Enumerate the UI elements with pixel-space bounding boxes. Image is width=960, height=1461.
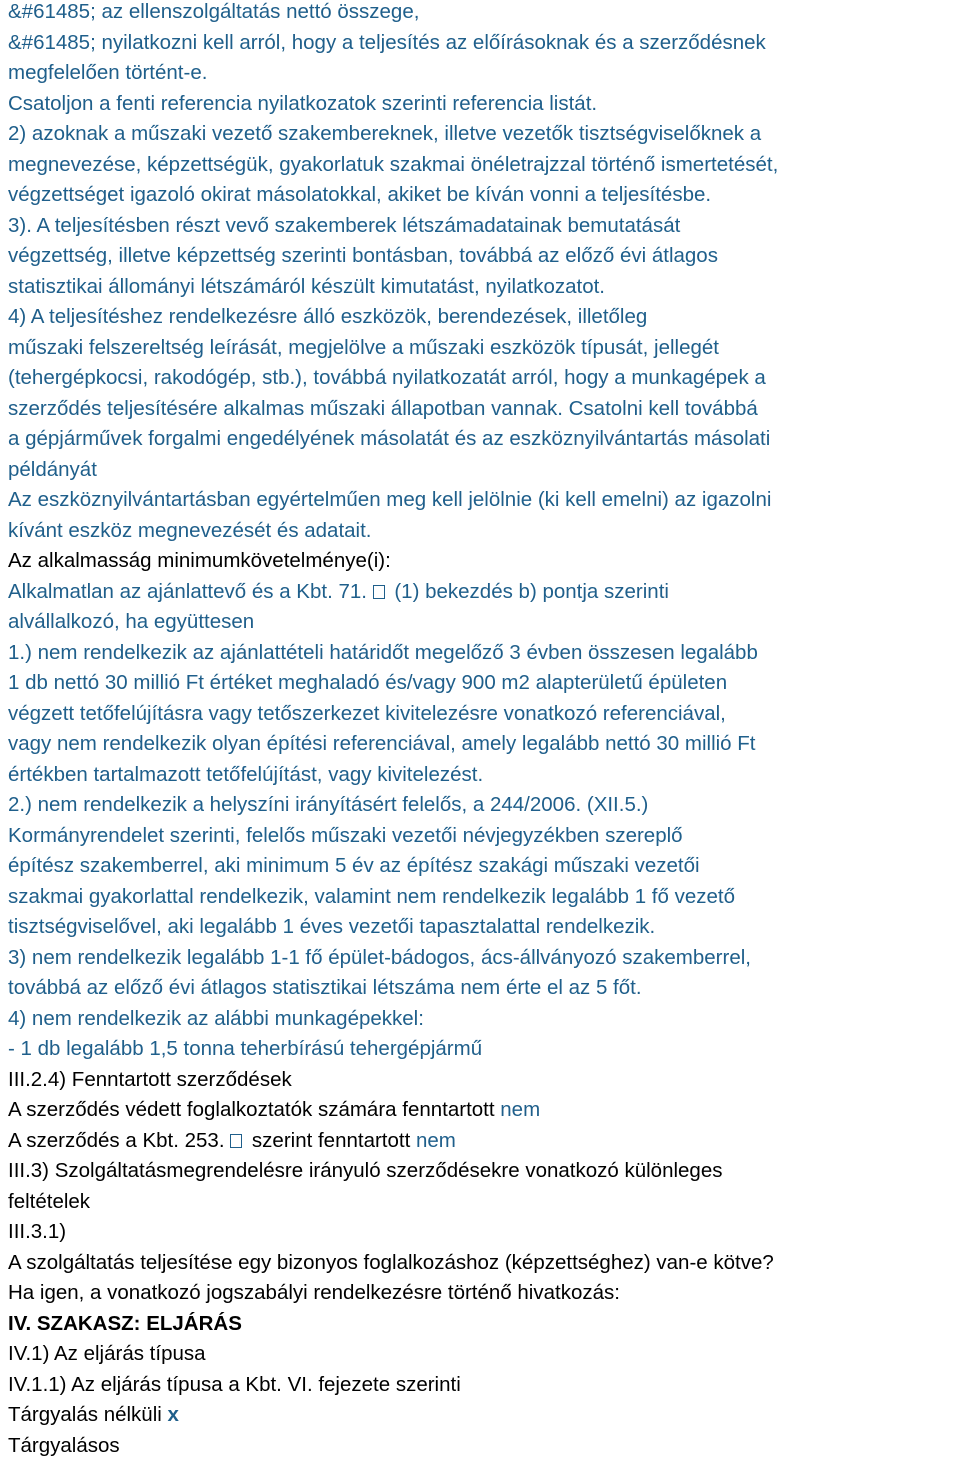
text-line <box>8 1156 958 1187</box>
text-line <box>8 241 958 272</box>
line-text: statisztikai állományi létszámáról készült kimutatást, nyilatkozatot. <box>8 275 605 298</box>
text-line <box>8 1278 958 1309</box>
answer-value: nem <box>500 1098 540 1121</box>
text-line <box>8 333 958 364</box>
line-text: 4) A teljesítéshez rendelkezésre álló eszközök, berendezések, illetőleg <box>8 305 647 328</box>
line-text: műszaki felszereltség leírását, megjelölve a műszaki eszközök típusát, jellegét <box>8 336 719 359</box>
text-line <box>8 699 958 730</box>
text-line <box>8 0 958 28</box>
line-text: értékben tartalmazott tetőfelújítást, vagy kivitelezést. <box>8 763 483 786</box>
text-line <box>8 272 958 303</box>
line-text: Ha igen, a vonatkozó jogszabályi rendelkezésre történő hivatkozás: <box>8 1281 620 1304</box>
line-text: építész szakemberrel, aki minimum 5 év az építész szakági műszaki vezetői <box>8 854 700 877</box>
line-text: &#61485; az ellenszolgáltatás nettó összege, <box>8 0 419 23</box>
line-text: 4) nem rendelkezik az alábbi munkagépekkel: <box>8 1007 424 1030</box>
text-line <box>8 1034 958 1065</box>
line-text: szerződés teljesítésére alkalmas műszaki állapotban vannak. Csatolni kell továbbá <box>8 397 758 420</box>
line-text: &#61485; nyilatkozni kell arról, hogy a teljesítés az előírásoknak és a szerződésnek <box>8 31 766 54</box>
line-text: III.3) Szolgáltatásmegrendelésre irányuló szerződésekre vonatkozó különleges <box>8 1159 722 1182</box>
line-text: Az alkalmasság minimumkövetelménye(i): <box>8 549 391 572</box>
line-text: Alkalmatlan az ajánlattevő és a Kbt. 71. <box>8 580 373 603</box>
line-text: A szolgáltatás teljesítése egy bizonyos foglalkozáshoz (képzettséghez) van-e kötve? <box>8 1251 774 1274</box>
line-text: feltételek <box>8 1190 90 1213</box>
line-text: Kormányrendelet szerinti, felelős műszaki vezetői névjegyzékben szereplő <box>8 824 683 847</box>
line-text: A szerződés védett foglalkoztatók számára fenntartott <box>8 1098 500 1121</box>
text-line <box>8 546 958 577</box>
text-line <box>8 1004 958 1035</box>
text-line <box>8 1370 958 1401</box>
line-text: IV. SZAKASZ: ELJÁRÁS <box>8 1312 242 1335</box>
text-line <box>8 1095 958 1126</box>
text-line <box>8 607 958 638</box>
line-text: a gépjárművek forgalmi engedélyének másolatát és az eszköznyilvántartás másolati <box>8 427 770 450</box>
text-line <box>8 760 958 791</box>
text-line <box>8 424 958 455</box>
text-line <box>8 455 958 486</box>
line-text: szakmai gyakorlattal rendelkezik, valamint nem rendelkezik legalább 1 fő vezető <box>8 885 735 908</box>
line-text: továbbá az előző évi átlagos statisztikai létszáma nem érte el az 5 főt. <box>8 976 642 999</box>
text-line <box>8 912 958 943</box>
line-text: Csatoljon a fenti referencia nyilatkozatok szerinti referencia listát. <box>8 92 597 115</box>
section-icon <box>230 1134 242 1148</box>
document-page <box>8 0 958 1461</box>
text-line <box>8 150 958 181</box>
text-line <box>8 485 958 516</box>
line-text-continued: (1) bekezdés b) pontja szerinti <box>389 580 669 603</box>
line-text: végzettség, illetve képzettség szerinti bontásban, továbbá az előző évi átlagos <box>8 244 718 267</box>
text-line <box>8 1400 958 1431</box>
line-text: 1 db nettó 30 millió Ft értéket meghaladó és/vagy 900 m2 alapterületű épületen <box>8 671 727 694</box>
line-text: Tárgyalás nélküli <box>8 1403 168 1426</box>
line-text: IV.1) Az eljárás típusa <box>8 1342 206 1365</box>
text-line <box>8 1065 958 1096</box>
line-text: 2.) nem rendelkezik a helyszíni irányításért felelős, a 244/2006. (XII.5.) <box>8 793 648 816</box>
text-line <box>8 1339 958 1370</box>
line-text: megnevezése, képzettségük, gyakorlatuk szakmai önéletrajzzal történő ismertetését, <box>8 153 778 176</box>
line-text: végzett tetőfelújításra vagy tetőszerkezet kivitelezésre vonatkozó referenciával, <box>8 702 726 725</box>
line-text: Tárgyalásos <box>8 1434 120 1457</box>
text-line <box>8 1431 958 1461</box>
text-line <box>8 394 958 425</box>
text-line <box>8 1309 958 1340</box>
text-line <box>8 58 958 89</box>
text-line <box>8 180 958 211</box>
text-line <box>8 577 958 608</box>
line-text: (tehergépkocsi, rakodógép, stb.), továbbá nyilatkozatát arról, hogy a munkagépek a <box>8 366 766 389</box>
line-text: IV.1.1) Az eljárás típusa a Kbt. VI. fejezete szerinti <box>8 1373 461 1396</box>
text-line <box>8 89 958 120</box>
text-line <box>8 851 958 882</box>
line-text: III.2.4) Fenntartott szerződések <box>8 1068 292 1091</box>
text-line <box>8 211 958 242</box>
text-line <box>8 790 958 821</box>
line-text: kívánt eszköz megnevezését és adatait. <box>8 519 372 542</box>
line-text: 2) azoknak a műszaki vezető szakembereknek, illetve vezetők tisztségviselőknek a <box>8 122 761 145</box>
text-line <box>8 638 958 669</box>
text-line <box>8 1126 958 1157</box>
text-line <box>8 729 958 760</box>
line-text: 3) nem rendelkezik legalább 1-1 fő épület-bádogos, ács-állványozó szakemberrel, <box>8 946 751 969</box>
line-text: megfelelően történt-e. <box>8 61 207 84</box>
line-text: 3). A teljesítésben részt vevő szakemberek létszámadatainak bemutatását <box>8 214 680 237</box>
text-line <box>8 1187 958 1218</box>
text-line <box>8 28 958 59</box>
text-line <box>8 973 958 1004</box>
text-line <box>8 668 958 699</box>
section-icon <box>373 585 385 599</box>
line-text: alvállalkozó, ha együttesen <box>8 610 254 633</box>
line-text: A szerződés a Kbt. 253. <box>8 1129 230 1152</box>
line-text: 1.) nem rendelkezik az ajánlattételi határidőt megelőző 3 évben összesen legalább <box>8 641 758 664</box>
line-text: tisztségviselővel, aki legalább 1 éves vezetői tapasztalattal rendelkezik. <box>8 915 655 938</box>
text-line <box>8 821 958 852</box>
text-line <box>8 516 958 547</box>
line-text: végzettséget igazoló okirat másolatokkal, akiket be kíván vonni a teljesítésbe. <box>8 183 711 206</box>
text-line <box>8 943 958 974</box>
answer-value: nem <box>416 1129 456 1152</box>
line-text: - 1 db legalább 1,5 tonna teherbírású tehergépjármű <box>8 1037 482 1060</box>
text-line <box>8 1248 958 1279</box>
line-text: Az eszköznyilvántartásban egyértelműen meg kell jelölnie (ki kell emelni) az igazolni <box>8 488 771 511</box>
answer-value: x <box>168 1403 179 1426</box>
text-line <box>8 302 958 333</box>
line-text: vagy nem rendelkezik olyan építési referenciával, amely legalább nettó 30 millió Ft <box>8 732 756 755</box>
text-line <box>8 882 958 913</box>
text-line <box>8 363 958 394</box>
text-line <box>8 119 958 150</box>
line-text: példányát <box>8 458 97 481</box>
text-line <box>8 1217 958 1248</box>
line-text: III.3.1) <box>8 1220 66 1243</box>
line-text-continued: szerint fenntartott <box>246 1129 416 1152</box>
